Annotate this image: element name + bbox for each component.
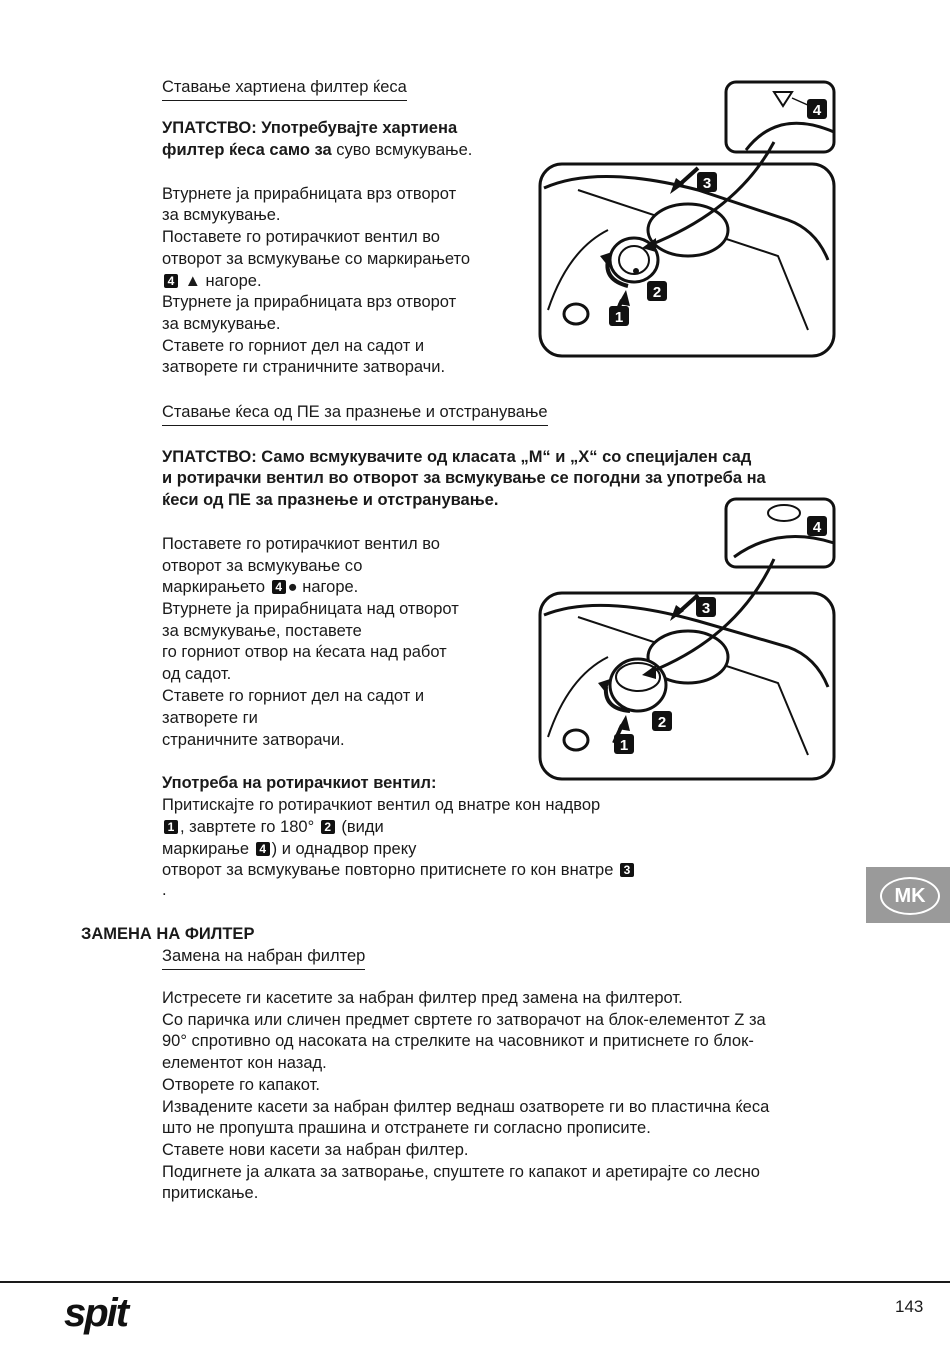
text-line: од садот.	[162, 665, 232, 683]
note-paper-bag-line2: филтер ќеса само за суво всмукување.	[162, 141, 473, 159]
badge-4: 4	[164, 274, 178, 288]
text-line: Поставете го ротирачкиот вентил во	[162, 228, 440, 246]
rotary-title: Употреба на ротирачкиот вентил:	[162, 774, 437, 792]
svg-text:2: 2	[652, 284, 662, 301]
section-heading-paper-bag: Ставање хартиена филтер ќеса	[162, 78, 407, 101]
figure-badge-1	[614, 734, 634, 754]
svg-text:3: 3	[701, 600, 711, 617]
language-code: MK	[880, 877, 940, 915]
figure-badge-3	[696, 597, 716, 617]
marking-line: 4 ▲ нагоре.	[162, 271, 262, 293]
badge-4: 4	[256, 842, 270, 856]
section-heading-pleated-filter: Замена на набран филтер	[162, 947, 365, 970]
svg-text:2: 2	[657, 714, 667, 731]
text-line: за всмукување.	[162, 315, 281, 333]
badge-2: 2	[321, 820, 335, 834]
text-line: што не пропушта прашина и отстранете ги согласно прописите.	[162, 1119, 651, 1137]
text-line: 1 , завртете го 180° 2 (види	[162, 817, 384, 839]
figure-badge-2	[652, 711, 672, 731]
page-number: 143	[895, 1297, 924, 1316]
section-title-filter-replacement: ЗАМЕНА НА ФИЛТЕР	[81, 925, 255, 943]
text-line: притискање.	[162, 1184, 259, 1202]
footer-divider	[0, 1281, 950, 1283]
illustration-paper-bag	[538, 80, 838, 358]
note-pe-line2: и ротирачки вентил во отворот за всмукување се погодни за употреба на	[162, 469, 766, 487]
text-line: 90° спротивно од насоката на стрелките на часовникот и притиснете го блок-	[162, 1032, 754, 1050]
text-line: Истресете ги касетите за набран филтер пред замена на филтерот.	[162, 989, 683, 1007]
svg-text:3: 3	[702, 175, 712, 192]
text-line: елементот кон назад.	[162, 1054, 327, 1072]
figure-badge-4	[807, 516, 827, 536]
note-paper-bag-line1: УПАТСТВО: Употребувајте хартиена	[162, 119, 458, 137]
illustration-pe-bag	[538, 497, 838, 782]
text-line: .	[162, 881, 167, 899]
language-tab	[866, 867, 950, 923]
text-line: Ставете го горниот дел на садот и	[162, 337, 425, 355]
text-line: отворот за всмукување со	[162, 557, 363, 575]
note-pe-line1: УПАТСТВО: Само всмукувачите од класата „M“ и „X“ со специјален сад	[162, 448, 752, 466]
svg-text:spit: spit	[64, 1291, 128, 1335]
text-line: Втурнете ја прирабницата врз отворот	[162, 293, 457, 311]
text-line: маркирање 4 ) и однадвор преку	[162, 840, 417, 858]
text-line: Втурнете ја прирабницата над отворот	[162, 600, 459, 618]
svg-text:4: 4	[812, 519, 822, 536]
text-line: отворот за всмукување со маркирањето	[162, 250, 471, 268]
marking-line: маркирањето 4 ● нагоре.	[162, 578, 359, 596]
text-line: страничните затворачи.	[162, 731, 345, 749]
text-line: Подигнете ја алката за затворање, спуштете го капакот и аретирајте со лесно	[162, 1163, 760, 1181]
svg-text:1: 1	[614, 309, 624, 326]
section-heading-pe-bag: Ставање ќеса од ПЕ за празнење и отстранување	[162, 403, 548, 426]
text-line: Притискајте го ротирачкиот вентил од внатре кон надвор	[162, 796, 601, 814]
text-line: го горниот отвор на ќесата над работ	[162, 643, 447, 661]
spit-logo	[62, 1288, 154, 1336]
text-line: Ставете го горниот дел на садот и	[162, 687, 425, 705]
text-line: затворете ги	[162, 709, 258, 727]
figure-badge-2	[647, 281, 667, 301]
svg-text:4: 4	[812, 102, 822, 119]
text-line: Отворете го капакот.	[162, 1076, 320, 1094]
svg-text:1: 1	[619, 737, 629, 754]
badge-4: 4	[272, 580, 286, 594]
text-line: затворете ги страничните затворачи.	[162, 358, 446, 376]
badge-3: 3	[620, 863, 634, 877]
text-line: Извадените касети за набран филтер веднаш озатворете ги во пластична ќеса	[162, 1098, 770, 1116]
figure-badge-3	[697, 172, 717, 192]
text-line: Поставете го ротирачкиот вентил во	[162, 535, 440, 553]
text-line: за всмукување.	[162, 206, 281, 224]
text-line: Ставете нови касети за набран филтер.	[162, 1141, 469, 1159]
text-line: Втурнете ја прирабницата врз отворот	[162, 185, 457, 203]
figure-badge-4	[807, 99, 827, 119]
figure-badge-1	[609, 306, 629, 326]
text-line: отворот за всмукување повторно притиснете го кон внатре 3	[162, 860, 636, 882]
note-pe-line3: ќеси од ПЕ за празнење и отстранување.	[162, 491, 499, 509]
badge-1: 1	[164, 820, 178, 834]
text-line: Со паричка или сличен предмет свртете го затворачот на блок-елементот Z за	[162, 1011, 766, 1029]
text-line: за всмукување, поставете	[162, 622, 362, 640]
